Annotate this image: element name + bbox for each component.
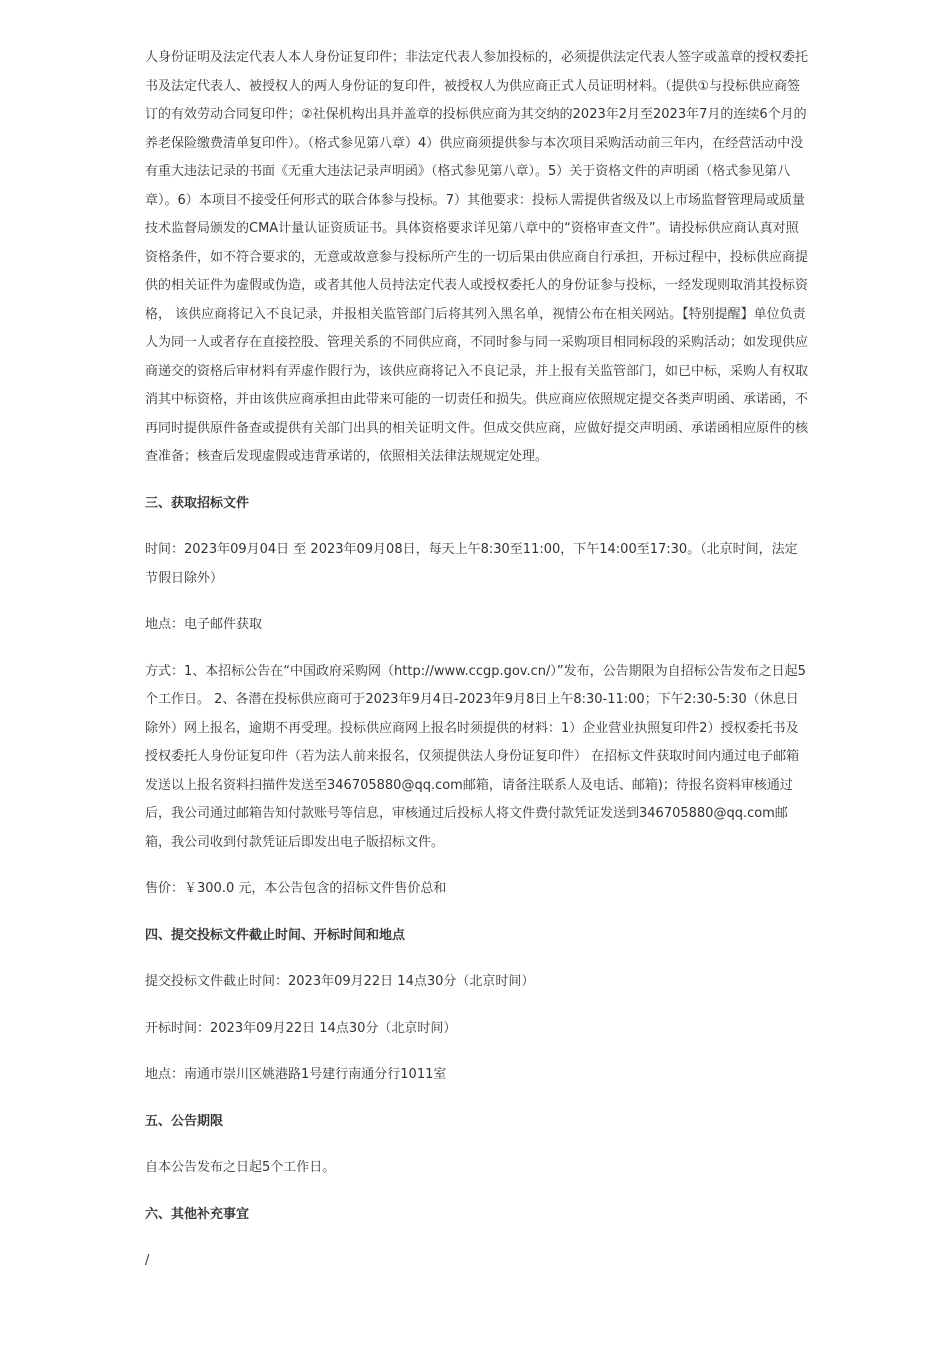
document-price: 售价：￥300.0 元，本公告包含的招标文件售价总和 bbox=[145, 881, 447, 896]
acquisition-method: 方式：1、本招标公告在“中国政府采购网（http://www.ccgp.gov.cn/）”发布，公告期限为自招标公告发布之日起5个工作日。 2、各潜在投标供应商可于2023年9月4日-2023年9月8日上午8:30-11:00；下午2:30-5:30（休息日除外）网上报名，逾期不再受理。投标供应商网上报名时须提供的材料：1）企业营业执照复印件2）授权委托书及授权委托人身份证复印件（若为法人前来报名，仅须提供法人身份证复印件） 在招标文件获取时间内通过电子邮箱发送以上报名资料扫描件发送至346705880@qq.com邮箱，请备注联系人及电话、邮箱)；待报名资料审核通过后，我公司通过邮箱告知付款账号等信息，审核通过后投标人将文件费付款凭证发送到346705880@qq.com邮箱，我公司收到付款凭证后即发出电子版招标文件。 bbox=[145, 663, 806, 850]
opening-time: 开标时间：2023年09月22日 14点30分（北京时间） bbox=[145, 1020, 457, 1036]
submission-deadline: 提交投标文件截止时间：2023年09月22日 14点30分（北京时间） bbox=[145, 974, 535, 989]
section-5-heading: 五、公告期限 bbox=[145, 1113, 224, 1129]
acquisition-time: 时间：2023年09月04日 至 2023年09月08日，每天上午8:30至11:00，下午14:00至17:30。（北京时间，法定节假日除外） bbox=[145, 542, 798, 586]
section-6-heading: 六、其他补充事宜 bbox=[145, 1206, 250, 1222]
document-body bbox=[145, 44, 810, 1276]
announcement-period: 自本公告发布之日起5个工作日。 bbox=[145, 1160, 336, 1175]
other-matters: / bbox=[145, 1253, 150, 1268]
section-3-heading: 三、获取招标文件 bbox=[145, 495, 250, 511]
section-4-heading: 四、提交投标文件截止时间、开标时间和地点 bbox=[145, 927, 406, 943]
acquisition-place: 地点：电子邮件获取 bbox=[145, 617, 263, 632]
opening-location: 地点：南通市崇川区姚港路1号建行南通分行1011室 bbox=[145, 1067, 447, 1082]
intro-paragraph: 人身份证明及法定代表人本人身份证复印件；非法定代表人参加投标的，必须提供法定代表人签字或盖章的授权委托书及法定代表人、被授权人的两人身份证的复印件，被授权人为供应商正式人员证明材料。（提供①与投标供应商签订的有效劳动合同复印件；②社保机构出具并盖章的投标供应商为其交纳的2023年2月至2023年7月的连续6个月的养老保险缴费清单复印件）。（格式参见第八章）4）供应商须提供参与本次项目采购活动前三年内，在经营活动中没有重大违法记录的书面《无重大违法记录声明函》（格式参见第八章）。5）关于资格文件的声明函（格式参见第八章）。6）本项目不接受任何形式的联合体参与投标。7）其他要求：投标人需提供省级及以上市场监督管理局或质量技术监督局颁发的CMA计量认证资质证书。具体资格要求详见第八章中的“资格审查文件”。请投标供应商认真对照资格条件，如不符合要求的，无意或故意参与投标所产生的一切后果由供应商自行承担，开标过程中，投标供应商提供的相关证件为虚假或伪造，或者其他人员持法定代表人或授权委托人的身份证参与投标，一经发现则取消其投标资格， 该供应商将记入不良记录，并报相关监管部门后将其列入黑名单，视情公布在相关网站。【特别提醒】单位负责人为同一人或者存在直接控股、管理关系的不同供应商，不同时参与同一采购项目相同标段的采购活动；如发现供应商递交的资格后审材料有弄虚作假行为，该供应商将记入不良记录，并上报有关监管部门，如已中标，采购人有权取消其中标资格，并由该供应商承担由此带来可能的一切责任和损失。供应商应依照规定提交各类声明函、承诺函，不再同时提供原件备查或提供有关部门出具的相关证明文件。但成交供应商，应做好提交声明函、承诺函相应原件的核查准备；核查后发现虚假或违背承诺的，依照相关法律法规规定处理。 bbox=[145, 50, 809, 464]
